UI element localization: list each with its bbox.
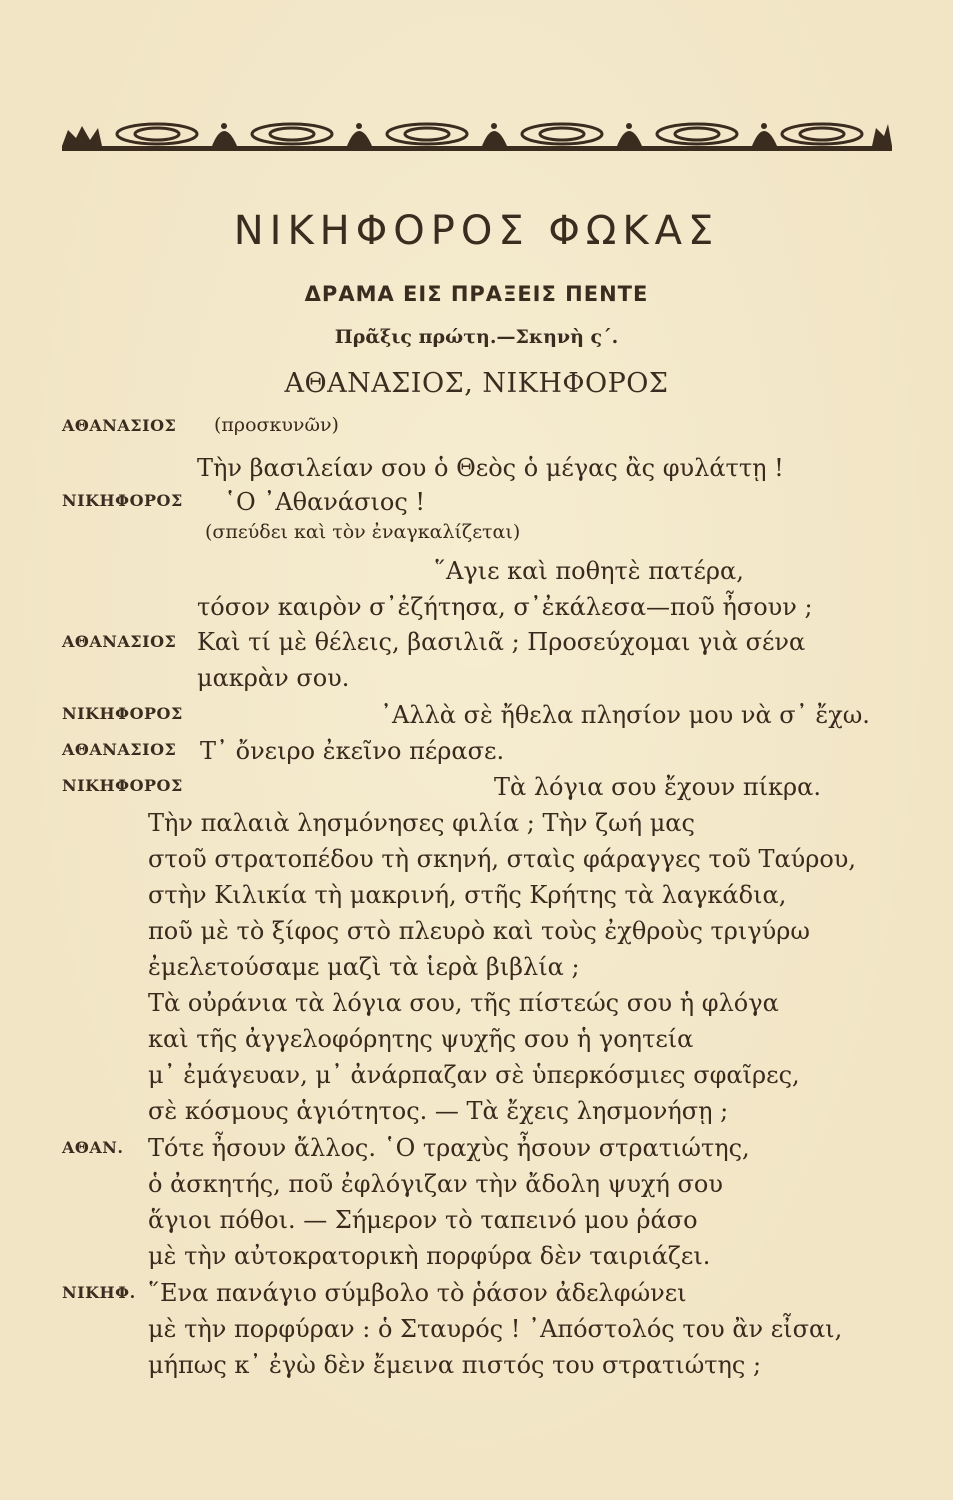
verse-line: Τὰ λόγια σου ἔχουν πίκρα. [494, 773, 821, 801]
play-subtitle: ΔΡΑΜΑ ΕΙΣ ΠΡΑΞΕΙΣ ΠΕΝΤΕ [304, 282, 649, 306]
speaker-label: ΑΘΑΝ. [62, 1138, 124, 1157]
verse-line: Καὶ τί μὲ θέλεις, βασιλιᾶ ; Προσεύχομαι γιὰ σένα [197, 628, 806, 656]
scene-characters: ΑΘΑΝΑΣΙΟΣ, ΝΙΚΗΦΟΡΟΣ [284, 368, 669, 399]
speaker-label: ΑΘΑΝΑΣΙΟΣ [62, 632, 177, 651]
verse-line: σὲ κόσμους ἁγιότητος. — Τὰ ἔχεις λησμονήσῃ ; [148, 1097, 729, 1125]
verse-line: Τ᾿ ὄνειρο ἐκεῖνο πέρασε. [200, 737, 505, 765]
verse-line: Τὴν παλαιὰ λησμόνησες φιλία ; Τὴν ζωή μας [148, 809, 695, 837]
speaker-label: ΝΙΚΗΦ. [62, 1283, 136, 1302]
verse-line: καὶ τῆς ἀγγελοφόρητης ψυχῆς σου ἡ γοητεία [148, 1025, 694, 1053]
verse-line: στὴν Κιλικία τὴ μακρινή, στῆς Κρήτης τὰ λαγκάδια, [148, 881, 787, 909]
verse-line: μὲ τὴν αὐτοκρατορικὴ πορφύρα δὲν ταιριάζει. [148, 1242, 711, 1270]
verse-line: στοῦ στρατοπέδου τὴ σκηνή, σταὶς φάραγγες τοῦ Ταύρου, [148, 845, 857, 873]
speaker-label: ΝΙΚΗΦΟΡΟΣ [62, 776, 183, 795]
verse-line: ῾Ο ᾿Αθανάσιος ! [224, 488, 426, 516]
stage-direction: (προσκυνῶν) [214, 414, 339, 436]
verse-line: ἅγιοι πόθοι. — Σήμερον τὸ ταπεινό μου ῥάσο [148, 1206, 698, 1234]
speaker-label: ΑΘΑΝΑΣΙΟΣ [62, 740, 177, 759]
verse-line: ᾿Αλλὰ σὲ ἤθελα πλησίον μου νὰ σ᾿ ἔχω. [380, 701, 870, 729]
verse-line: ποῦ μὲ τὸ ξίφος στὸ πλευρὸ καὶ τοὺς ἐχθροὺς τριγύρω [148, 917, 810, 945]
speaker-label: ΝΙΚΗΦΟΡΟΣ [62, 704, 183, 723]
verse-line: μήπως κ᾿ ἐγὼ δὲν ἔμεινα πιστός του στρατιώτης ; [148, 1351, 762, 1379]
verse-line: ὁ ἀσκητής, ποῦ ἐφλόγιζαν τὴν ἄδολη ψυχή σου [148, 1170, 723, 1198]
stage-direction: (σπεύδει καὶ τὸν ἐναγκαλίζεται) [205, 521, 521, 543]
verse-line: Τὴν βασιλείαν σου ὁ Θεὸς ὁ μέγας ἂς φυλάττῃ ! [197, 454, 784, 482]
verse-line: ῞Ενα πανάγιο σύμβολο τὸ ῥάσον ἀδελφώνει [148, 1279, 687, 1307]
verse-line: τόσον καιρὸν σ᾿ἐζήτησα, σ᾿ἐκάλεσα—ποῦ ἦσουν ; [197, 593, 813, 621]
verse-line: ἐμελετούσαμε μαζὶ τὰ ἱερὰ βιβλία ; [148, 953, 580, 981]
decorative-border-ornament-icon [62, 108, 892, 156]
play-title: ΝΙΚΗΦΟΡΟΣ ΦΩΚΑΣ [233, 208, 720, 254]
verse-line: Τὰ οὐράνια τὰ λόγια σου, τῆς πίστεώς σου ἡ φλόγα [148, 989, 779, 1017]
verse-line: Τότε ἦσουν ἄλλος. ῾Ο τραχὺς ἦσουν στρατιώτης, [148, 1134, 750, 1162]
verse-line: ῞Αγιε καὶ ποθητὲ πατέρα, [434, 557, 744, 585]
speaker-label: ΑΘΑΝΑΣΙΟΣ [62, 416, 177, 435]
verse-line: μακρὰν σου. [197, 664, 350, 692]
verse-line: μὲ τὴν πορφύραν : ὁ Σταυρός ! ᾿Απόστολός του ἂν εἶσαι, [148, 1315, 843, 1343]
speaker-label: ΝΙΚΗΦΟΡΟΣ [62, 491, 183, 510]
scene-heading: Πρᾶξις πρώτη.—Σκηνὴ ς΄. [334, 326, 619, 348]
verse-line: μ᾿ ἐμάγευαν, μ᾿ ἀνάρπαζαν σὲ ὑπερκόσμιες σφαῖρες, [148, 1061, 800, 1089]
